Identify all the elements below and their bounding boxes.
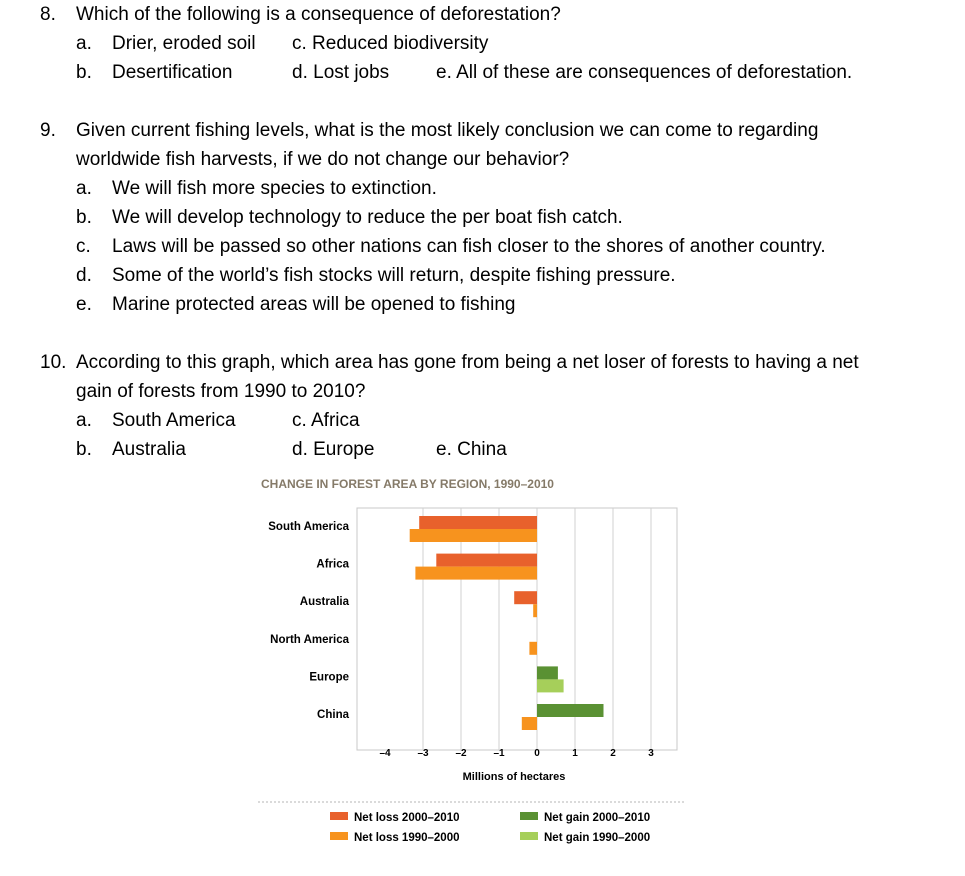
option-text: We will develop technology to reduce the per boat fish catch. [112, 207, 623, 228]
option-letter: b. [76, 62, 92, 83]
legend-swatch [330, 812, 348, 820]
option-10e[interactable] [436, 435, 507, 464]
question-text: Given current fishing levels, what is the most likely conclusion we can come to regarding [76, 120, 819, 141]
bars-group [410, 516, 604, 730]
bar-north-america-1990-2000 [529, 642, 537, 655]
option-letter: a. [76, 410, 92, 431]
forest-area-chart [250, 470, 700, 860]
option-text: Australia [112, 439, 186, 460]
chart-title: CHANGE IN FOREST AREA BY REGION, 1990–2010 [261, 477, 554, 491]
question-number: 10. [40, 352, 67, 373]
bar-south-america-2000-2010 [419, 516, 537, 529]
bar-china-2000-2010 [537, 704, 604, 717]
category-labels [268, 521, 349, 721]
option-letter: b. [76, 207, 92, 228]
x-tick-label: 2 [610, 748, 616, 759]
bar-europe-2000-2010 [537, 666, 558, 679]
x-tick-label: –3 [417, 748, 429, 759]
question-text: According to this graph, which area has gone from being a net loser of forests to having a net [76, 352, 859, 373]
option-text: d. Lost jobs [292, 62, 390, 83]
option-text: d. Europe [292, 439, 375, 460]
x-axis-label: Millions of hectares [462, 771, 566, 783]
option-text: We will fish more species to extinction. [112, 178, 437, 199]
legend-label: Net loss 2000–2010 [354, 812, 460, 824]
option-10c[interactable] [292, 406, 360, 435]
bar-china-1990-2000 [522, 717, 537, 730]
option-letter: a. [76, 178, 92, 199]
option-8c[interactable] [292, 29, 488, 58]
bar-australia-1990-2000 [533, 604, 537, 617]
bar-australia-2000-2010 [514, 591, 537, 604]
option-8d[interactable] [292, 58, 389, 87]
x-tick-label: 0 [534, 748, 540, 759]
option-10b[interactable] [76, 435, 186, 464]
bar-africa-1990-2000 [415, 567, 537, 580]
option-text: Desertification [112, 62, 233, 83]
option-10d[interactable] [292, 435, 374, 464]
option-letter: d. [76, 265, 92, 286]
option-text: Some of the world’s fish stocks will return, despite fishing pressure. [112, 265, 676, 286]
option-text: Drier, eroded soil [112, 33, 256, 54]
option-text: Laws will be passed so other nations can fish closer to the shores of another country. [112, 236, 826, 257]
option-text: e. China [436, 439, 507, 460]
option-9d[interactable] [76, 261, 676, 290]
option-letter: e. [76, 294, 92, 315]
option-9a[interactable] [76, 174, 437, 203]
option-text: c. Africa [292, 410, 360, 431]
plot-frame [357, 508, 677, 750]
category-label: North America [270, 633, 349, 646]
x-tick-label: 3 [648, 748, 654, 759]
option-text: South America [112, 410, 236, 431]
chart-legend [330, 812, 650, 844]
legend-label: Net loss 1990–2000 [354, 832, 460, 844]
x-tick-label: –1 [493, 748, 505, 759]
x-tick-label: –2 [455, 748, 467, 759]
bar-europe-1990-2000 [537, 679, 564, 692]
legend-swatch [520, 832, 538, 840]
option-letter: c. [76, 236, 91, 257]
option-text: Marine protected areas will be opened to fishing [112, 294, 516, 315]
question-text: Which of the following is a consequence of deforestation? [76, 4, 561, 25]
bar-africa-2000-2010 [436, 554, 537, 567]
question-number: 9. [40, 120, 56, 141]
option-letter: a. [76, 33, 92, 54]
option-8a[interactable] [76, 29, 256, 58]
category-label: China [317, 709, 349, 721]
question-text: gain of forests from 1990 to 2010? [76, 381, 366, 402]
x-tick-label: –4 [379, 748, 391, 759]
legend-label: Net gain 1990–2000 [544, 832, 651, 844]
category-label: South America [268, 521, 349, 533]
bar-south-america-1990-2000 [410, 529, 537, 542]
option-text: c. Reduced biodiversity [292, 33, 489, 54]
option-10a[interactable] [76, 406, 236, 435]
legend-label: Net gain 2000–2010 [544, 812, 651, 824]
option-9b[interactable] [76, 203, 623, 232]
category-label: Africa [316, 558, 349, 571]
option-letter: b. [76, 439, 92, 460]
option-9e[interactable] [76, 290, 515, 319]
option-9c[interactable] [76, 232, 826, 261]
legend-swatch [330, 832, 348, 840]
category-label: Europe [309, 671, 349, 684]
category-label: Australia [299, 596, 349, 609]
legend-swatch [520, 812, 538, 820]
x-tick-label: 1 [572, 748, 578, 759]
question-number: 8. [40, 4, 56, 25]
option-text: e. All of these are consequences of deforestation. [436, 62, 853, 83]
question-text: worldwide fish harvests, if we do not change our behavior? [76, 149, 570, 170]
option-8e[interactable] [436, 58, 852, 87]
option-8b[interactable] [76, 58, 232, 87]
